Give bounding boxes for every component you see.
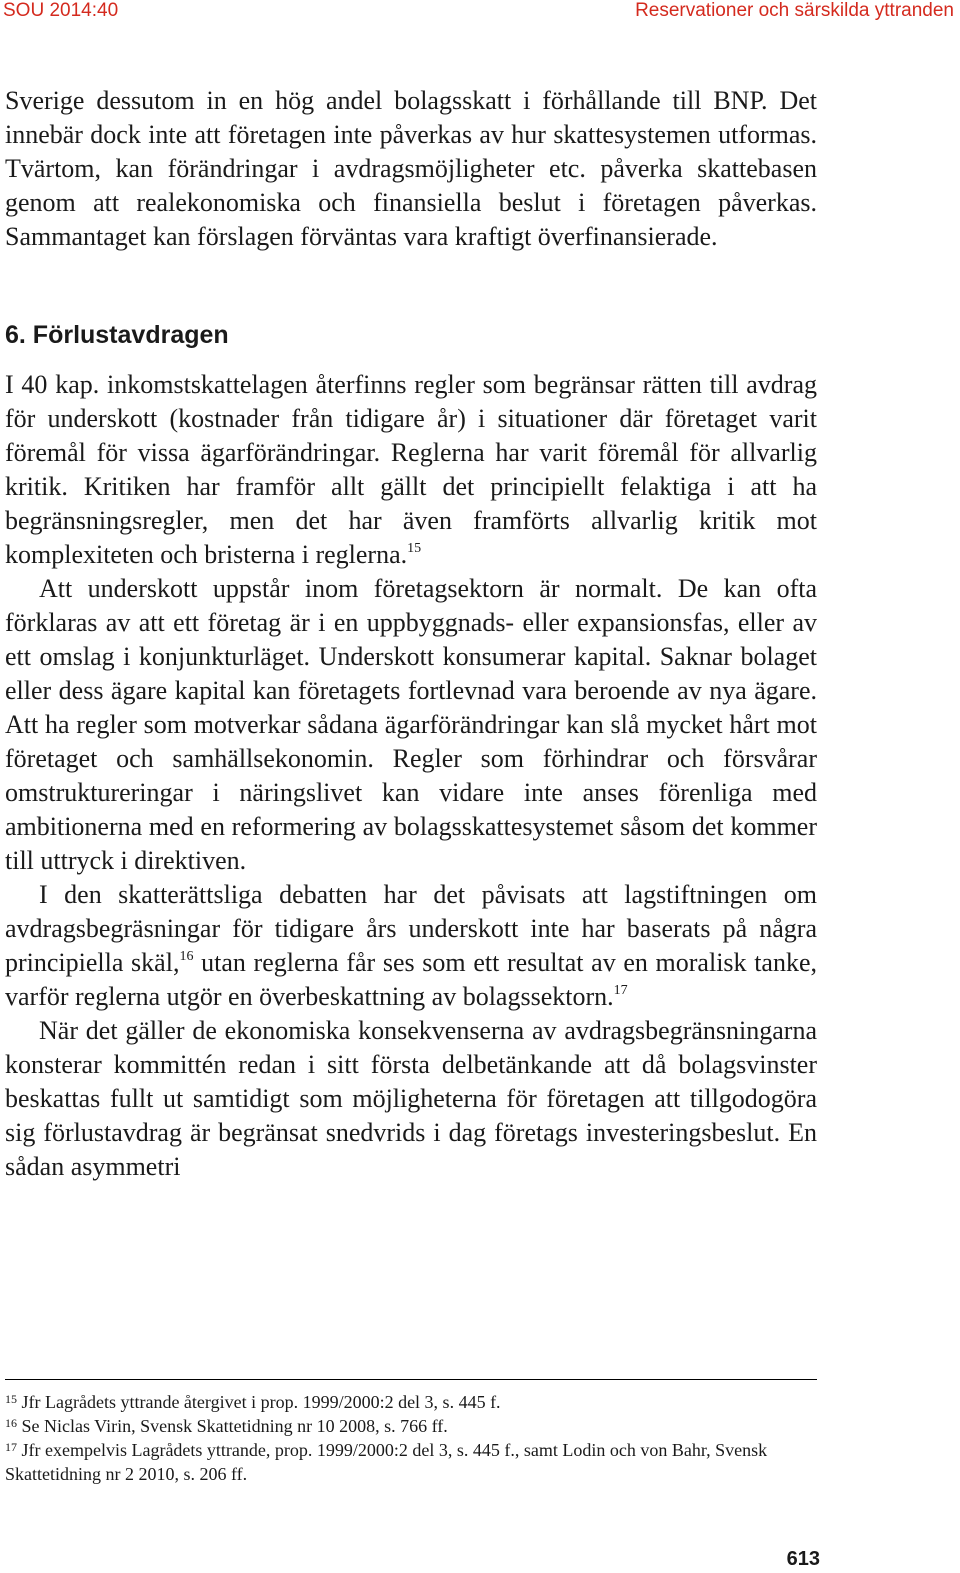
paragraph-3: Att underskott uppstår inom företagsektorn är normalt. De kan ofta förklaras av att ett företag är i en uppbyggnads- eller expansionsfas, eller av ett omslag i konjunkturläget. Underskott konsumerar kapital. Saknar bolaget eller dess ägare kapital kan företagets fortlevnad vara beroende av nya ägare. Att ha regler som motverkar sådana ägarförändringar kan slå mycket hårt mot företaget och samhällsekonomin. Regler som förhindrar och försvårar omstruktureringar i näringslivet kan vidare inte anses förenliga med ambitionerna med en reformering av bolagsskattesystemet såsom det kommer till uttryck i direktiven. — [5, 574, 817, 875]
paragraph-1: Sverige dessutom in en hög andel bolagsskatt i förhållande till BNP. Det innebär dock inte att företagen inte påverkas av hur skattesystemen utformas. Tvärtom, kan förändringar i avdragsmöjligheter etc. påverka skattebasen genom att realekonomiska och finansiella beslut i företagen påverkas. Sammantaget kan förslagen förväntas vara kraftigt överfinansierade. — [5, 86, 817, 251]
paragraph-5: När det gäller de ekonomiska konsekvenserna av avdragsbegränsningarna konsterar kommittén redan i sitt första delbetänkande att då bolagsvinster beskattas fullt ut samtidigt som möjligheterna för företagen att tillgodogöra sig förlustavdrag är begränsat snedvrids i dag företags investeringsbeslut. En sådan asymmetri — [5, 1016, 817, 1181]
page-number: 613 — [786, 1548, 820, 1570]
footnote — [5, 1414, 817, 1438]
footnote-ref-17[interactable]: 17 — [613, 983, 628, 998]
footnote-text: Jfr Lagrådets yttrande återgivet i prop. 1999/2000:2 del 3, s. 445 f. — [17, 1392, 501, 1412]
paragraph-4-text-b: utan reglerna får ses som ett resultat av en moralisk tanke, varför reglerna utgör en överbeskattning av bolagssektorn. — [5, 948, 817, 1011]
footnote-number: 15 — [5, 1392, 17, 1406]
running-header-left: SOU 2014:40 — [3, 0, 119, 21]
paragraph-4 — [5, 878, 817, 1014]
footnote-number: 17 — [5, 1440, 17, 1454]
section-heading: 6. Förlustavdragen — [5, 321, 229, 349]
paragraph-2 — [5, 368, 817, 572]
footnote — [5, 1438, 817, 1486]
footnote-ref-15[interactable]: 15 — [407, 541, 422, 556]
footnote-text: Jfr exempelvis Lagrådets yttrande, prop. 1999/2000:2 del 3, s. 445 f., samt Lodin och von Bahr, Svensk Skattetidning nr 2 2010, s. 206 ff. — [5, 1440, 768, 1484]
footnote-divider — [5, 1379, 817, 1380]
footnotes — [5, 1390, 817, 1486]
footnote — [5, 1390, 817, 1414]
paragraph-4-text-a: I den skatterättsliga debatten har det påvisats att lagstiftningen om avdragsbegräsningar för tidigare års underskott inte har baserats på några principiella skäl, — [5, 880, 817, 977]
footnote-ref-16[interactable]: 16 — [179, 949, 194, 964]
footnote-number: 16 — [5, 1416, 17, 1430]
footnote-text: Se Niclas Virin, Svensk Skattetidning nr 10 2008, s. 766 ff. — [17, 1416, 448, 1436]
running-header-right: Reservationer och särskilda yttranden — [635, 0, 954, 21]
paragraph-2-text: I 40 kap. inkomstskattelagen återfinns regler som begränsar rätten till avdrag för underskott (kostnader från tidigare år) i situationer där företaget varit föremål för vissa ägarförändringar. Reglerna har varit föremål för allvarlig kritik. Kritiken har framför allt gällt det principiellt felaktiga i att ha begränsningsregler, men det har även framförts allvarlig kritik mot komplexiteten och bristerna i reglerna. — [5, 370, 817, 569]
page-body — [5, 84, 817, 1184]
